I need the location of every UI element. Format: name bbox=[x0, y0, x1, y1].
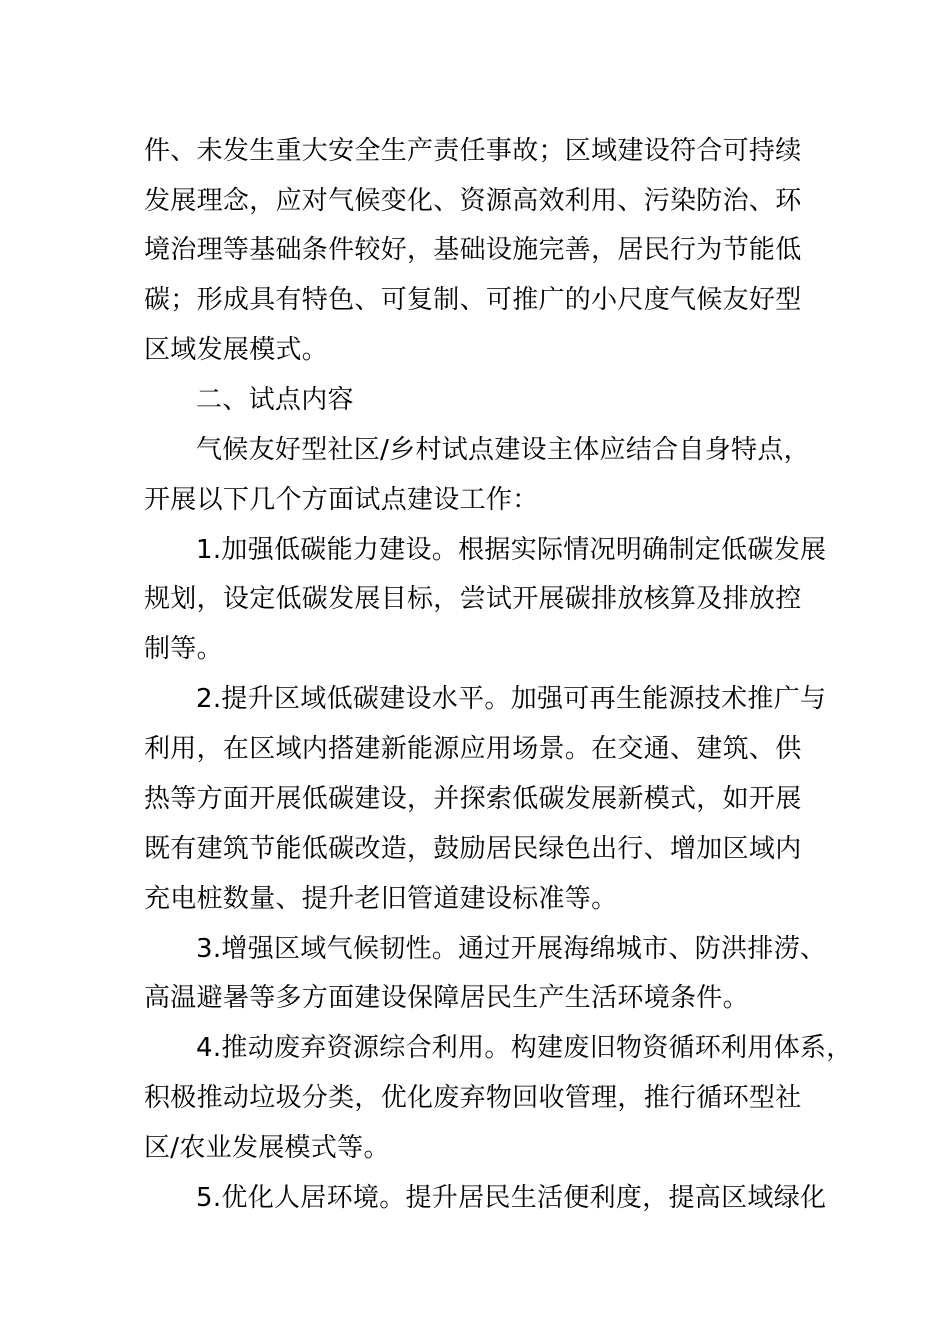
text-line: 规划，设定低碳发展目标，尝试开展碳排放核算及排放控 bbox=[144, 584, 802, 614]
text-line: 5.优化人居环境。提升居民生活便利度，提高区域绿化 bbox=[196, 1183, 827, 1213]
text-line: 高温避暑等多方面建设保障居民生产生活环境条件。 bbox=[144, 983, 749, 1013]
text-line: 积极推动垃圾分类，优化废弃物回收管理，推行循环型社 bbox=[144, 1083, 802, 1113]
text-line: 充电桩数量、提升老旧管道建设标准等。 bbox=[144, 884, 618, 914]
text-line: 开展以下几个方面试点建设工作： bbox=[144, 485, 539, 515]
text-line: 件、未发生重大安全生产责任事故；区域建设符合可持续 bbox=[144, 136, 802, 166]
text-line: 4.推动废弃资源综合利用。构建废旧物资循环利用体系， bbox=[196, 1033, 853, 1063]
text-line: 热等方面开展低碳建设，并探索低碳发展新模式，如开展 bbox=[144, 784, 802, 814]
text-line: 碳；形成具有特色、可复制、可推广的小尺度气候友好型 bbox=[144, 285, 802, 315]
text-line: 区域发展模式。 bbox=[144, 335, 329, 365]
text-line: 3.增强区域气候韧性。通过开展海绵城市、防洪排涝、 bbox=[196, 934, 827, 964]
text-line: 利用，在区域内搭建新能源应用场景。在交通、建筑、供 bbox=[144, 734, 802, 764]
text-line: 气候友好型社区/乡村试点建设主体应结合自身特点， bbox=[196, 435, 810, 465]
text-line: 1.加强低碳能力建设。根据实际情况明确制定低碳发展 bbox=[196, 535, 827, 565]
text-line: 发展理念，应对气候变化、资源高效利用、污染防治、环 bbox=[144, 186, 802, 216]
text-line: 2.提升区域低碳建设水平。加强可再生能源技术推广与 bbox=[196, 684, 827, 714]
text-line: 境治理等基础条件较好，基础设施完善，居民行为节能低 bbox=[144, 235, 802, 265]
section-heading: 二、试点内容 bbox=[196, 385, 354, 415]
text-line: 既有建筑节能低碳改造，鼓励居民绿色出行、增加区域内 bbox=[144, 834, 802, 864]
text-line: 制等。 bbox=[144, 634, 223, 664]
text-line: 区/农业发展模式等。 bbox=[144, 1133, 390, 1163]
